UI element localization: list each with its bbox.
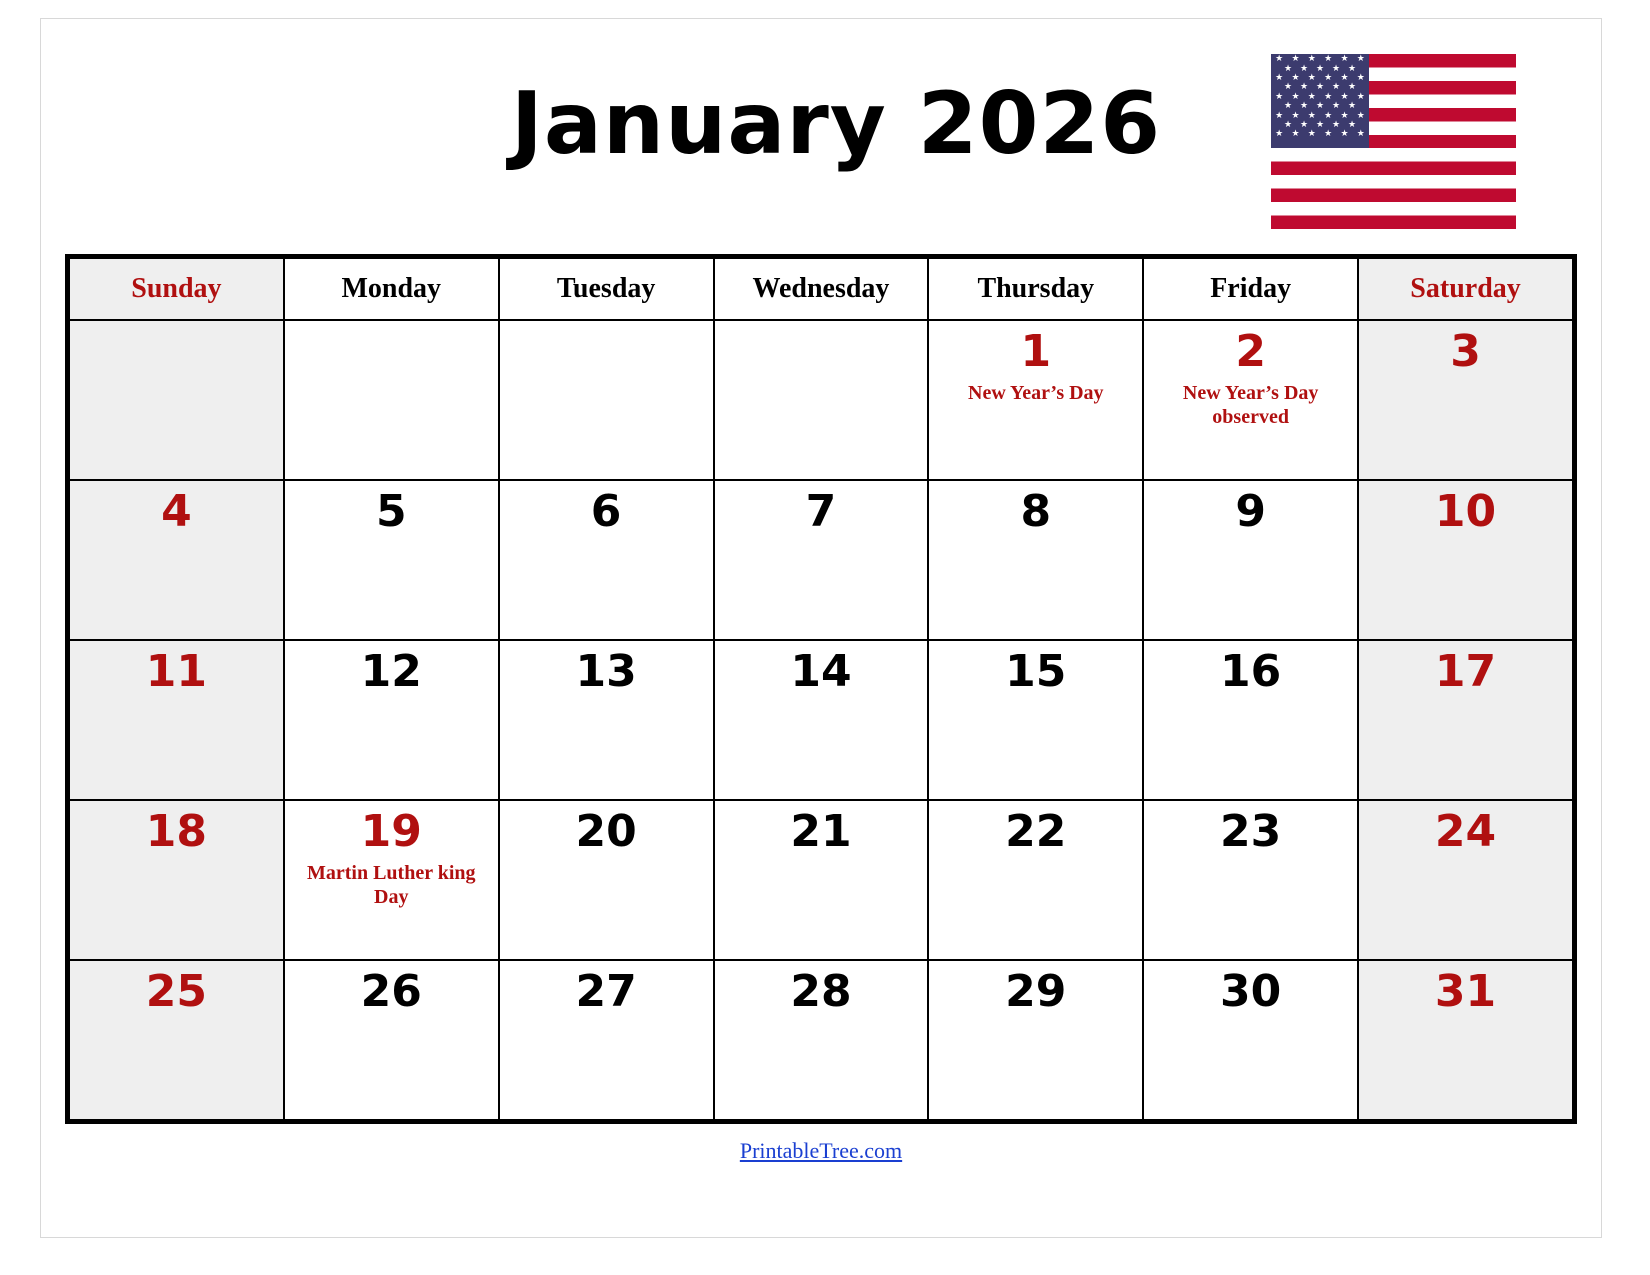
calendar-grid	[65, 254, 1577, 1124]
weekday-header-saturday: Saturday	[1358, 258, 1573, 320]
day-cell[interactable]	[284, 320, 499, 480]
day-number: 5	[375, 486, 407, 537]
us-flag-icon	[1271, 54, 1516, 229]
day-number: 19	[360, 806, 422, 857]
day-number: 16	[1220, 646, 1282, 697]
day-cell[interactable]	[928, 480, 1143, 640]
day-number: 13	[575, 646, 637, 697]
day-cell[interactable]	[69, 320, 284, 480]
day-cell[interactable]	[1143, 320, 1358, 480]
day-cell[interactable]	[1143, 800, 1358, 960]
day-cell[interactable]	[69, 800, 284, 960]
flag-star-row: ★ ★ ★ ★ ★	[1283, 100, 1357, 111]
day-number: 12	[360, 646, 422, 697]
day-number: 18	[145, 806, 208, 857]
flag-star-row: ★ ★ ★ ★ ★ ★	[1275, 54, 1365, 64]
day-number: 9	[1235, 486, 1266, 537]
day-number: 11	[145, 646, 208, 697]
day-number: 25	[145, 966, 208, 1017]
calendar-week-row	[69, 800, 1573, 960]
day-cell[interactable]	[69, 480, 284, 640]
day-event: New Year’s Day	[968, 382, 1104, 405]
day-cell[interactable]	[714, 640, 929, 800]
weekday-header-monday: Monday	[284, 258, 499, 320]
day-number: 7	[805, 486, 837, 537]
calendar-header	[41, 19, 1601, 254]
day-number: 2	[1235, 326, 1266, 377]
flag-canton	[1271, 54, 1369, 148]
day-number: 21	[790, 806, 852, 857]
day-cell[interactable]	[928, 800, 1143, 960]
day-number: 27	[575, 966, 637, 1017]
day-number: 1	[1020, 326, 1052, 377]
day-event: Martin Luther king Day	[306, 862, 476, 909]
day-cell[interactable]	[499, 640, 714, 800]
calendar-page	[40, 18, 1602, 1238]
day-number: 15	[1005, 646, 1067, 697]
day-number: 20	[575, 806, 637, 857]
day-number: 8	[1020, 486, 1052, 537]
day-number: 3	[1450, 326, 1481, 377]
flag-star-row: ★ ★ ★ ★ ★	[1283, 81, 1357, 92]
day-cell[interactable]	[499, 480, 714, 640]
day-number: 17	[1434, 646, 1497, 697]
day-number: 31	[1434, 966, 1497, 1017]
flag-star-row: ★ ★ ★ ★ ★ ★	[1275, 90, 1365, 101]
day-number: 29	[1005, 966, 1067, 1017]
day-cell[interactable]	[1358, 800, 1573, 960]
day-cell[interactable]	[284, 800, 499, 960]
day-cell[interactable]	[1143, 640, 1358, 800]
day-cell[interactable]	[714, 800, 929, 960]
day-cell[interactable]	[928, 320, 1143, 480]
calendar-week-row	[69, 960, 1573, 1120]
day-cell[interactable]	[714, 320, 929, 480]
flag-star-row: ★ ★ ★ ★ ★ ★	[1275, 128, 1365, 139]
day-cell[interactable]	[1358, 960, 1573, 1120]
day-event: New Year’s Day observed	[1182, 382, 1319, 429]
calendar-week-row	[69, 480, 1573, 640]
day-cell[interactable]	[499, 320, 714, 480]
calendar-week-row	[69, 320, 1573, 480]
day-cell[interactable]	[69, 960, 284, 1120]
day-number: 23	[1220, 806, 1282, 857]
weekday-header-thursday: Thursday	[928, 258, 1143, 320]
weekday-header-tuesday: Tuesday	[499, 258, 714, 320]
day-number: 30	[1220, 966, 1282, 1017]
day-cell[interactable]	[1143, 960, 1358, 1120]
flag-star-row: ★ ★ ★ ★ ★	[1283, 62, 1357, 73]
day-number: 10	[1434, 486, 1497, 537]
page-title: January 2026	[510, 74, 1162, 174]
day-number: 26	[360, 966, 422, 1017]
calendar-week-row	[69, 640, 1573, 800]
day-number: 28	[790, 966, 852, 1017]
day-cell[interactable]	[284, 960, 499, 1120]
day-cell[interactable]	[1358, 640, 1573, 800]
day-cell[interactable]	[1143, 480, 1358, 640]
day-cell[interactable]	[714, 480, 929, 640]
weekday-header-sunday: Sunday	[69, 258, 284, 320]
day-number: 22	[1005, 806, 1067, 857]
day-number: 14	[790, 646, 852, 697]
weekday-header-wednesday: Wednesday	[714, 258, 929, 320]
day-cell[interactable]	[499, 800, 714, 960]
flag-star-row: ★ ★ ★ ★ ★	[1283, 119, 1357, 130]
day-number: 6	[590, 486, 622, 537]
footer	[41, 1138, 1601, 1164]
day-cell[interactable]	[499, 960, 714, 1120]
source-link[interactable]: PrintableTree.com	[739, 1138, 903, 1163]
day-cell[interactable]	[284, 480, 499, 640]
day-cell[interactable]	[928, 640, 1143, 800]
flag-star-row: ★ ★ ★ ★ ★ ★	[1275, 72, 1365, 83]
day-cell[interactable]	[1358, 320, 1573, 480]
weekday-header-row	[69, 258, 1573, 320]
day-number: 24	[1434, 806, 1497, 857]
day-number: 4	[161, 486, 192, 537]
day-cell[interactable]	[284, 640, 499, 800]
flag-star-row: ★ ★ ★ ★ ★ ★	[1275, 109, 1365, 120]
day-cell[interactable]	[1358, 480, 1573, 640]
weekday-header-friday: Friday	[1143, 258, 1358, 320]
day-cell[interactable]	[69, 640, 284, 800]
day-cell[interactable]	[714, 960, 929, 1120]
day-cell[interactable]	[928, 960, 1143, 1120]
